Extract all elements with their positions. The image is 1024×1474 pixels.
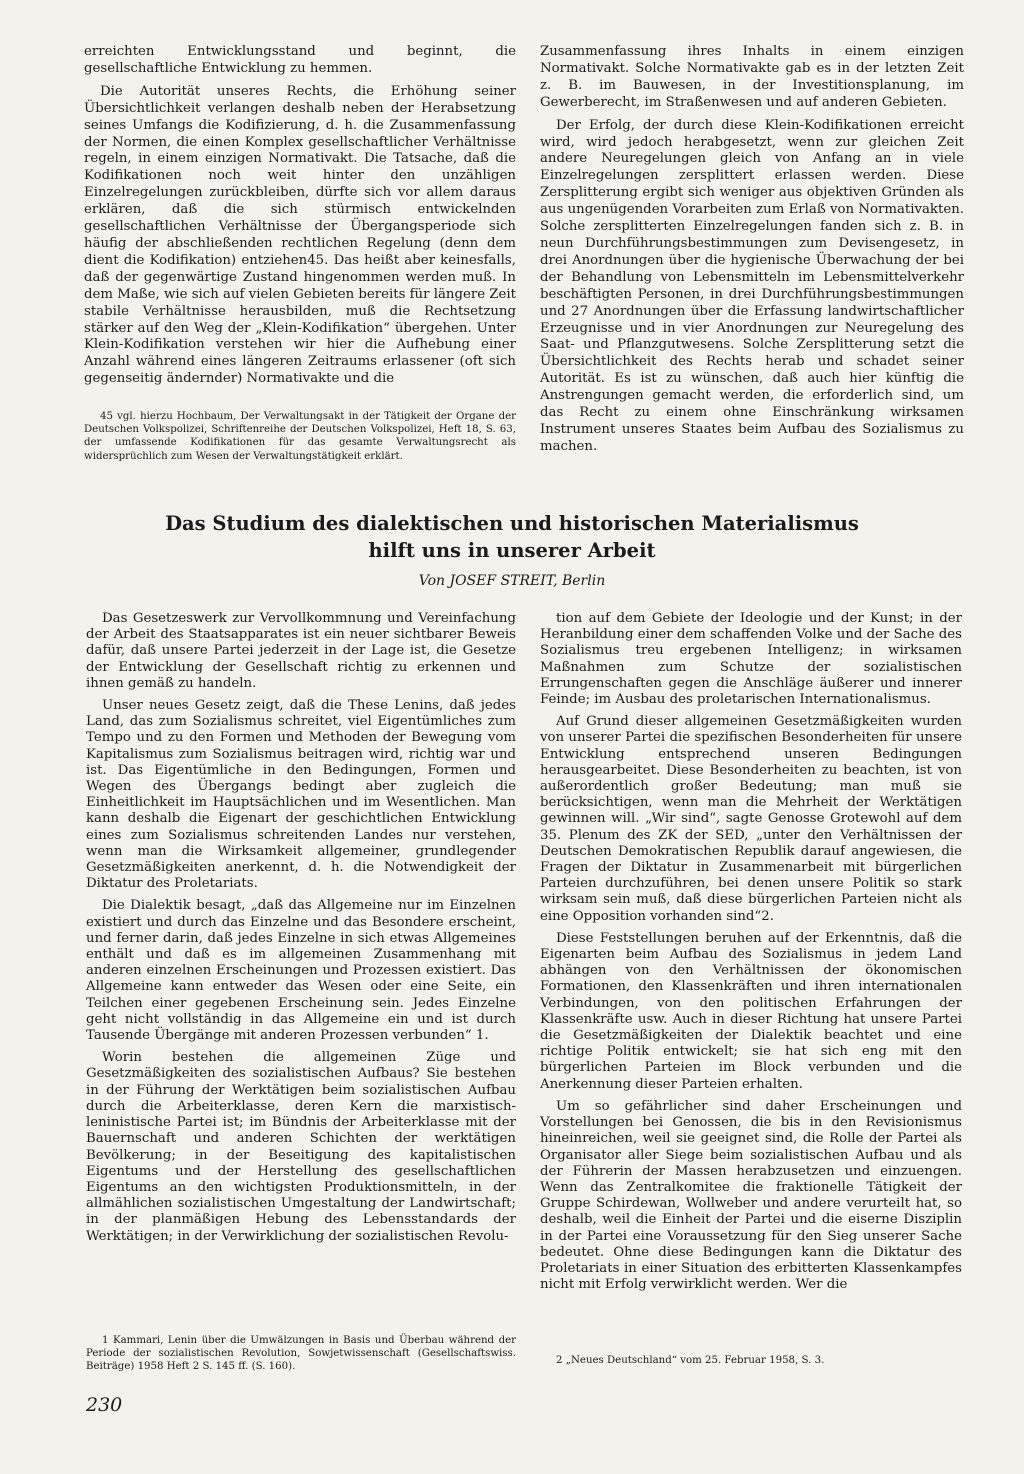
footnote-text: 2 „Neues Deutschland“ vom 25. Februar 1958, S. 3.: [556, 1355, 825, 1366]
paragraph: Die Dialektik besagt, „daß das Allgemeine nur im Einzelnen existiert und durch das Einzelne und das Besondere erscheint, und ferner darin, daß jedes Einzelne in sich etwas Allgemeines enthält und daß es im allgemeinen Zusammenhang mit anderen einzelnen Erscheinungen und Prozessen existiert. Das Allgemeine kann entweder das Wesen oder eine Seite, ein Teilchen einer gegebenen Erscheinung sein. Jedes Einzelne geht nicht vollständig in das Allgemeine ein und ist durch Tausende Übergänge mit anderen Prozessen verbunden“ 1.: [86, 898, 516, 1044]
footnote-2: [540, 1354, 962, 1367]
paragraph: Zusammenfassung ihres Inhalts in einem einzigen Normativakt. Solche Normativakte gab es in der letzten Zeit z. B. im Bauwesen, in der Investitionsplanung, im Gewerberecht, im Straßenwesen und auf anderen Gebieten.: [540, 44, 964, 110]
paragraph: Auf Grund dieser allgemeinen Gesetzmäßigkeiten wurden von unserer Partei die spezifischen Besonderheiten für unsere Entwicklung entsprechend unseren Bedingungen herausgearbeitet. Diese Besonderheiten zu beachten, ist von außerordentlich großer Bedeutung; man muß sie berücksichtigen, wenn man die Mehrheit der Werktätigen gewinnen will. „Wir sind“, sagte Genosse Grotewohl auf dem 35. Plenum des ZK der SED, „unter den Verhältnissen der Deutschen Demokratischen Republik darauf angewiesen, die Fragen der Diktatur in Zusammenarbeit mit bürgerlichen Parteien durchzuführen, bei denen unsere Politik so stark wirksam sein muß, daß diese bürgerlichen Parteien nicht als eine Opposition vorhanden sind“2.: [540, 714, 962, 924]
footnote-text: 45 vgl. hierzu Hochbaum, Der Verwaltungsakt in der Tätigkeit der Organe der Deutschen Volkspolizei, Schriftenreihe der Deutschen Volkspolizei, Heft 18, S. 63, der umfassende Kodifikationen für das gesamte Verwaltungsrecht als widersprüchlich zum Wesen der Verwaltungstätigkeit erklärt.: [84, 411, 516, 462]
paragraph: Der Erfolg, der durch diese Klein-Kodifikationen erreicht wird, wird jedoch herabgesetzt, wenn zur gleichen Zeit andere Neuregelungen gleich von Anfang an in viele Einzelregelungen zersplittert erlassen werden. Diese Zersplitterung ergibt sich weniger aus objektiven Gründen als aus ungenügenden Vorarbeiten zum Erlaß von Normativakten. Solche zersplitterten Einzelregelungen fanden sich z. B. in neun Durchführungsbestimmungen zum Devisengesetz, in drei Anordnungen über die hygienische Überwachung der bei der Behandlung von Lebensmitteln im Lebensmittelverkehr beschäftigten Personen, in drei Durchführungsbestimmungen und 27 Anordnungen über die Erfassung landwirtschaftlicher Erzeugnisse und in vier Anordnungen zur Neuregelung des Saat- und Pflanzgutwesens. Solche Zersplitterung setzt die Übersichtlichkeit des Rechts herab und schadet seiner Autorität. Es ist zu wünschen, daß auch hier künftig die Anstrengungen gemacht werden, die erforderlich sind, um das Recht zu einem ohne Einschränkung wirksamen Instrument unseres Staates beim Aufbau des Sozialismus zu machen.: [540, 117, 964, 454]
paragraph: tion auf dem Gebiete der Ideologie und der Kunst; in der Heranbildung einer dem schaffenden Volke und der Sache des Sozialismus treu ergebenen Intelligenz; in wirksamen Maßnahmen zum Schutze der sozialistischen Errungenschaften gegen die Anschläge äußerer und innerer Feinde; im Ausbau des proletarischen Internationalismus.: [540, 611, 962, 708]
article-byline: Von JOSEF STREIT, Berlin: [418, 573, 606, 589]
article-title: [0, 510, 1024, 564]
bottom-left-column: [86, 611, 516, 1251]
footnote-45: [84, 410, 516, 463]
bottom-right-column: [540, 611, 962, 1299]
footnote-1: [86, 1334, 516, 1374]
title-line-1: Das Studium des dialektischen und historischen Materialismus: [165, 512, 859, 535]
top-right-column: [540, 44, 964, 462]
page-number: 230: [86, 1394, 123, 1416]
paragraph: Worin bestehen die allgemeinen Züge und Gesetzmäßigkeiten des sozialistischen Aufbaus? Sie bestehen in der Führung der Werktätigen beim sozialistischen Aufbau durch die Arbeiterklasse, deren Kern die marxistisch-leninistische Partei ist; im Bündnis der Arbeiterklasse mit der Bauernschaft und anderen Schichten der werktätigen Bevölkerung; in der Beseitigung des kapitalistischen Eigentums und der Herstellung des gesellschaftlichen Eigentums an den wichtigsten Produktionsmitteln, in der allmählichen sozialistischen Umgestaltung der Landwirtschaft; in der planmäßigen Hebung des Lebensstandards der Werktätigen; in der Verwirklichung der sozialistischen Revolu-: [86, 1050, 516, 1244]
paragraph: Um so gefährlicher sind daher Erscheinungen und Vorstellungen bei Genossen, die bis in den Revisionismus hineinreichen, weil sie geeignet sind, die Rolle der Partei als Organisator aller Siege beim sozialistischen Aufbau und als der Führerin der Massen herabzusetzen und einzuengen. Wenn das Zentralkomitee die fraktionelle Tätigkeit der Gruppe Schirdewan, Wollweber und andere verurteilt hat, so deshalb, weil die Einheit der Partei und die eiserne Disziplin in der Partei eine Voraussetzung für den Sieg unserer Sache bedeutet. Ohne diese Bedingungen kann die Diktatur des Proletariats in einer Situation des erbitterten Klassenkampfes nicht mit Erfolg verwirklicht werden. Wer die: [540, 1098, 962, 1293]
paragraph: Die Autorität unseres Rechts, die Erhöhung seiner Übersichtlichkeit verlangen deshalb neben der Herabsetzung seines Umfangs die Kodifizierung, d. h. die Zusammenfassung der Normen, die einen Komplex gesellschaftlicher Verhältnisse regeln, in einem einzigen Normativakt. Die Tatsache, daß die Kodifikationen noch weit hinter den unzähligen Einzelregelungen zurückbleiben, dürfte sich vor allem daraus erklären, daß die sich stürmisch entwickelnden gesellschaftlichen Verhältnisse der Übergangsperiode sich häufig der abschließenden rechtlichen Regelung (denn dem dient die Kodifikation) entziehen45. Das heißt aber keinesfalls, daß der gegenwärtige Zustand hingenommen werden muß. In dem Maße, wie sich auf vielen Gebieten bereits für längere Zeit stabile Verhältnisse herausbilden, muß die Rechtsetzung stärker auf den Weg der „Klein-Kodifikation“ übergehen. Unter Klein-Kodifikation verstehen wir hier die Aufhebung einer Anzahl während eines längeren Zeitraums erlassener (oft sich gegenseitig ändernder) Normativakte und die: [84, 83, 516, 387]
paragraph: erreichten Entwicklungsstand und beginnt, die gesellschaftliche Entwicklung zu hemmen.: [84, 44, 516, 76]
title-line-2: hilft uns in unserer Arbeit: [368, 539, 656, 562]
paragraph: Diese Feststellungen beruhen auf der Erkenntnis, daß die Eigenarten beim Aufbau des Sozialismus in jedem Land abhängen von den Verhältnissen der ökonomischen Formationen, den Klassenkräften und ihren internationalen Verbindungen, von den politischen Erfahrungen der Klassenkräfte usw. Auch in dieser Richtung hat unsere Partei die Gesetzmäßigkeiten der Dialektik beachtet und eine richtige Politik entwickelt; sie hat sich eng mit den bürgerlichen Parteien im Block verbunden und die Anerkennung dieser Parteien erhalten.: [540, 930, 962, 1092]
paragraph: Das Gesetzeswerk zur Vervollkommnung und Vereinfachung der Arbeit des Staatsapparates ist ein neuer sichtbarer Beweis dafür, daß unsere Partei jederzeit in der Lage ist, die Gesetze der Entwicklung der Gesellschaft richtig zu erkennen und ihnen gemäß zu handeln.: [86, 611, 516, 691]
paragraph: Unser neues Gesetz zeigt, daß die These Lenins, daß jedes Land, das zum Sozialismus schreitet, viel Eigentümliches zum Tempo und zu den Formen und Methoden der Bewegung vom Kapitalismus zum Sozialismus beitragen wird, richtig war und ist. Das Eigentümliche in den Bedingungen, Formen und Wegen des Übergangs bedingt aber zugleich die Einheitlichkeit im Hauptsächlichen und im Wesentlichen. Man kann deshalb die Eigenart der geschichtlichen Entwicklung eines zum Sozialismus schreitenden Landes nur verstehen, wenn man die Wirksamkeit allgemeiner, grundlegender Gesetzmäßigkeiten anerkennt, d. h. die Notwendigkeit der Diktatur des Proletariats.: [86, 698, 516, 892]
top-left-column: [84, 44, 516, 394]
footnote-text: 1 Kammari, Lenin über die Umwälzungen in Basis und Überbau während der Periode der sozialistischen Revolution, Sowjetwissenschaft (Gesellschaftswiss. Beiträge) 1958 Heft 2 S. 145 ff. (S. 160).: [86, 1335, 516, 1373]
